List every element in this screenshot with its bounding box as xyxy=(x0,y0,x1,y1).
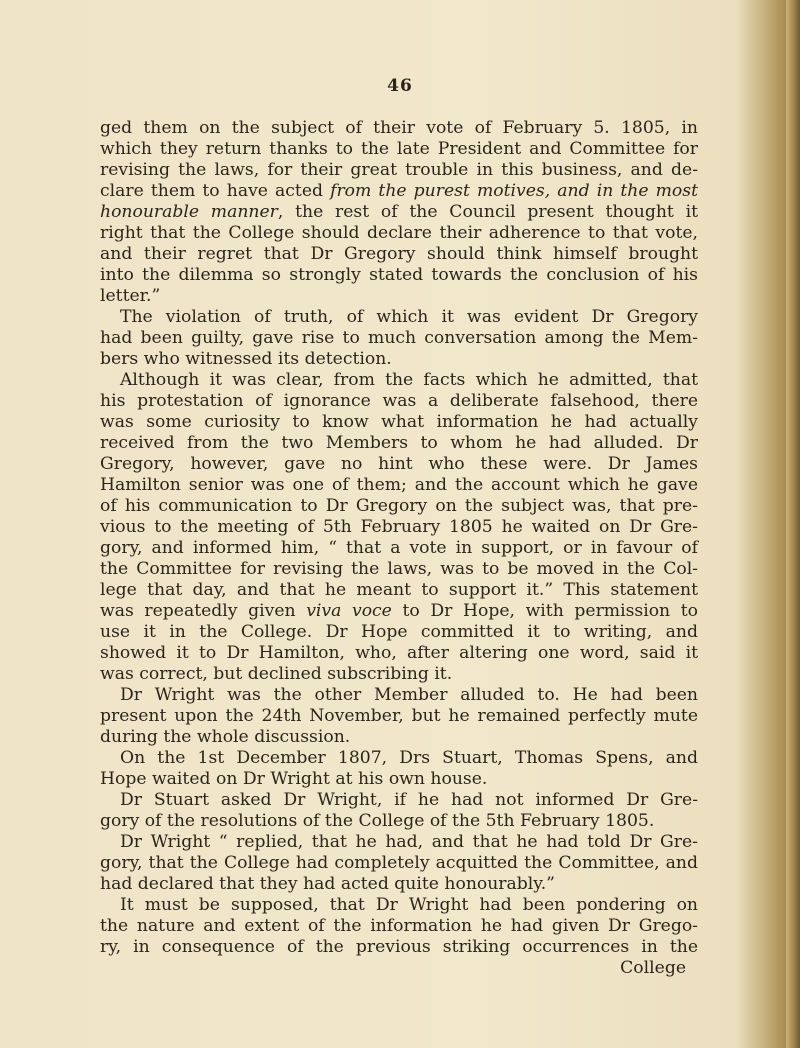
page-number: 46 xyxy=(387,76,413,96)
text-line: It must be supposed, that Dr Wright had been pondering on xyxy=(120,895,698,915)
text-line: ry, in consequence of the previous striking occurrences in the xyxy=(100,937,698,957)
text-line: Although it was clear, from the facts which he admitted, that xyxy=(120,370,698,390)
text-line: of his communication to Dr Gregory on the subject was, that pre- xyxy=(100,496,698,516)
text-line: the Committee for revising the laws, was to be moved in the Col- xyxy=(100,559,698,579)
text-line xyxy=(100,181,698,202)
text-line: received from the two Members to whom he had alluded. Dr xyxy=(100,433,698,453)
text-line: into the dilemma so strongly stated towards the conclusion of his xyxy=(100,265,698,285)
text-line: the nature and extent of the information he had given Dr Grego- xyxy=(100,916,698,936)
text-line: Gregory, however, gave no hint who these were. Dr James xyxy=(100,454,698,474)
text-line: On the 1st December 1807, Drs Stuart, Thomas Spens, and xyxy=(120,748,698,768)
text-line: Hamilton senior was one of them; and the account which he gave xyxy=(100,475,698,495)
text-line xyxy=(100,601,698,622)
text-segment: to Dr Hope, with permission to xyxy=(391,601,699,621)
text-line: present upon the 24th November, but he remained perfectly mute xyxy=(100,706,698,726)
text-line: was some curiosity to know what information he had actually xyxy=(100,412,698,432)
text-line xyxy=(100,202,698,223)
text-segment: , the rest of the Council present thought it xyxy=(277,202,699,222)
text-line: bers who witnessed its detection. xyxy=(100,349,392,369)
text-line: Dr Wright was the other Member alluded to. He had been xyxy=(120,685,698,705)
text-line: gory, that the College had completely acquitted the Committee, and xyxy=(100,853,698,873)
text-line: right that the College should declare their adherence to that vote, xyxy=(100,223,698,243)
text-line: had been guilty, gave rise to much conversation among the Mem- xyxy=(100,328,698,348)
text-segment: clare them to have acted xyxy=(100,181,331,201)
italic-segment: honourable manner xyxy=(100,202,278,222)
italic-segment: from the purest motives, and in the most xyxy=(330,181,698,201)
text-line: his protestation of ignorance was a deliberate falsehood, there xyxy=(100,391,698,411)
italic-segment: viva voce xyxy=(306,601,392,621)
text-line: lege that day, and that he meant to support it.” This statement xyxy=(100,580,698,600)
text-line: gory, and informed him, “ that a vote in support, or in favour of xyxy=(100,538,698,558)
text-line: Dr Wright “ replied, that he had, and that he had told Dr Gre- xyxy=(120,832,698,852)
text-line: Dr Stuart asked Dr Wright, if he had not informed Dr Gre- xyxy=(120,790,698,810)
text-line: showed it to Dr Hamilton, who, after altering one word, said it xyxy=(100,643,698,663)
text-line: The violation of truth, of which it was evident Dr Gregory xyxy=(120,307,698,327)
text-line: vious to the meeting of 5th February 1805 he waited on Dr Gre- xyxy=(100,517,698,537)
text-line: and their regret that Dr Gregory should think himself brought xyxy=(100,244,698,264)
text-segment: was repeatedly given xyxy=(100,601,307,621)
text-line: use it in the College. Dr Hope committed it to writing, and xyxy=(100,622,698,642)
text-line: ged them on the subject of their vote of February 5. 1805, in xyxy=(100,118,698,138)
page-edge-shadow xyxy=(786,0,800,1048)
text-line: Hope waited on Dr Wright at his own house. xyxy=(100,769,488,789)
text-line: had declared that they had acted quite honourably.” xyxy=(100,874,555,894)
text-line: letter.” xyxy=(100,286,161,306)
text-line: was correct, but declined subscribing it. xyxy=(100,664,453,684)
text-line: gory of the resolutions of the College of the 5th February 1805. xyxy=(100,811,655,831)
text-line: during the whole discussion. xyxy=(100,727,351,747)
text-line: which they return thanks to the late President and Committee for xyxy=(100,139,698,159)
body-text xyxy=(100,118,698,979)
text-line: revising the laws, for their great trouble in this business, and de- xyxy=(100,160,698,180)
text-line: College xyxy=(620,958,686,978)
